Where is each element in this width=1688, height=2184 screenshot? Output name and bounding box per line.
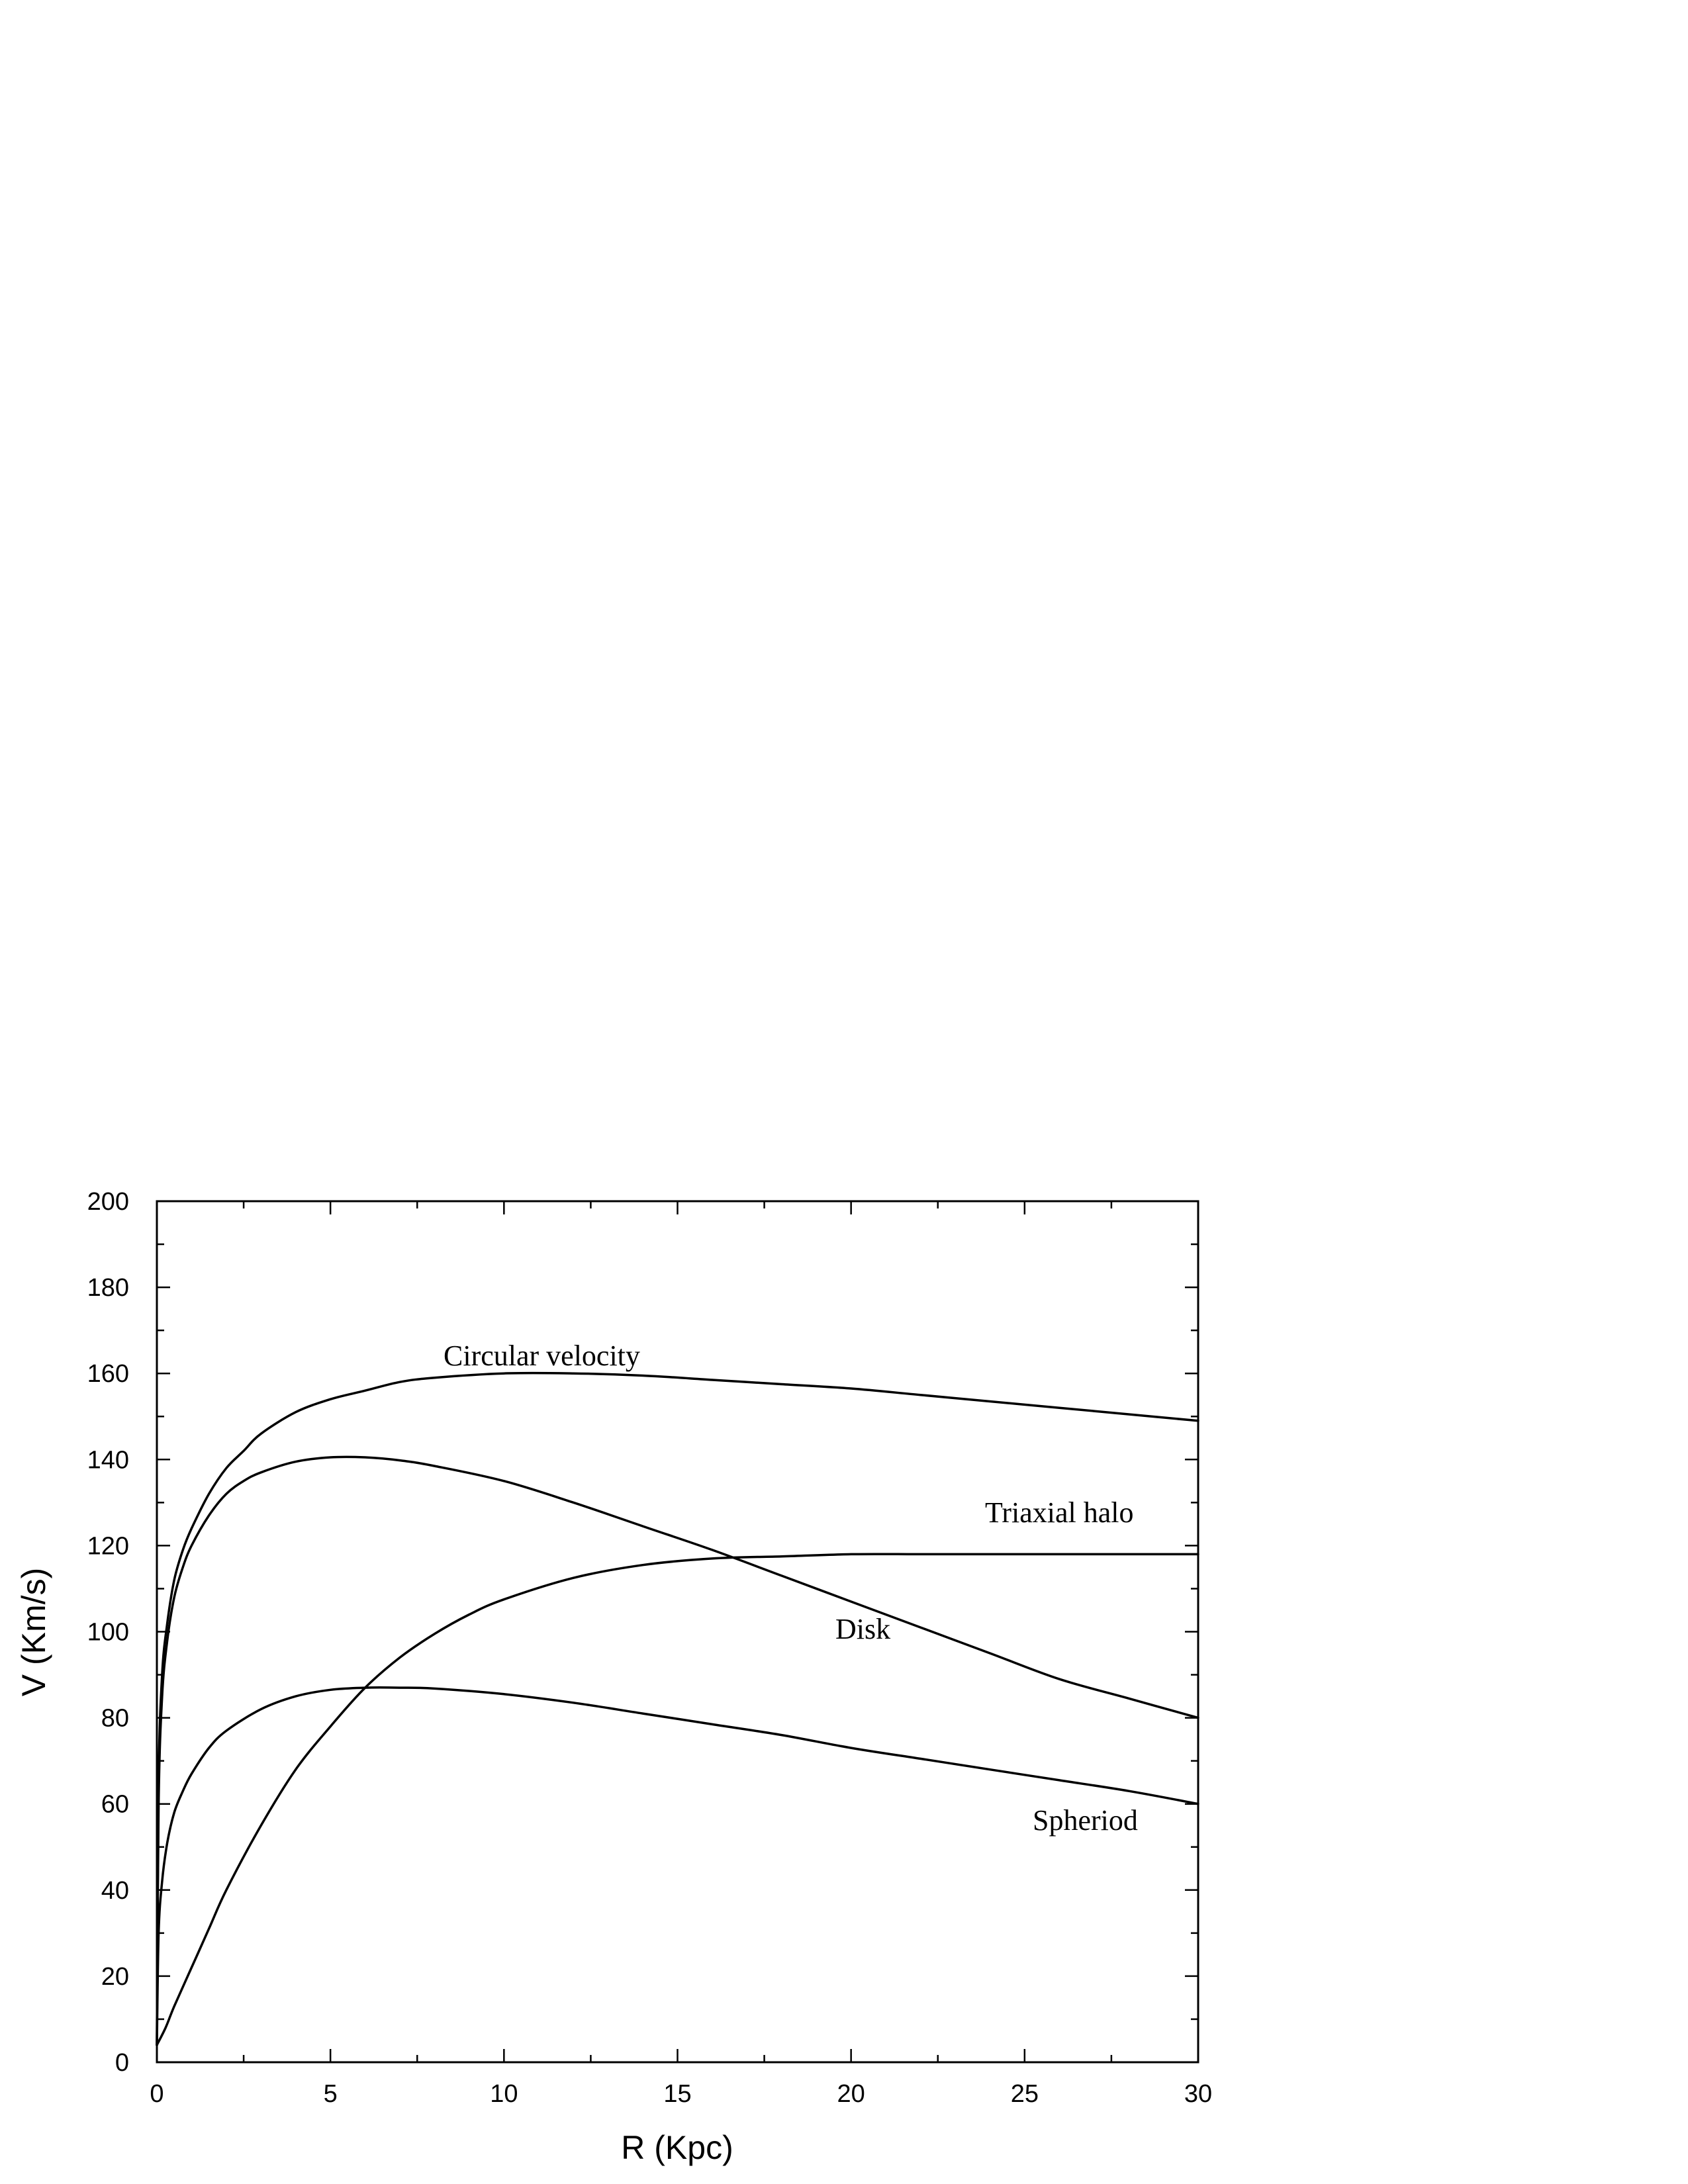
y-tick-label: 40 — [101, 1876, 129, 1905]
y-tick-label: 100 — [87, 1618, 129, 1647]
x-tick-label: 25 — [1010, 2080, 1039, 2108]
axis-ticks — [157, 1201, 1198, 2062]
y-tick-label: 60 — [101, 1790, 129, 1819]
x-tick-label: 0 — [150, 2080, 164, 2108]
x-axis-title: R (Kpc) — [621, 2129, 733, 2166]
series-line-disk — [157, 1457, 1198, 2045]
y-tick-label: 140 — [87, 1446, 129, 1475]
curve-label-spheriod: Spheriod — [1033, 1804, 1138, 1837]
x-tick-label: 20 — [837, 2080, 865, 2108]
x-tick-label: 15 — [663, 2080, 692, 2108]
y-tick-label: 160 — [87, 1360, 129, 1388]
y-tick-label: 0 — [115, 2049, 129, 2077]
series-line-triaxial-halo — [157, 1554, 1198, 2045]
series-line-spheriod — [157, 1688, 1198, 2045]
curve-label-triaxial-halo: Triaxial halo — [985, 1496, 1134, 1529]
curves — [157, 1373, 1198, 2045]
y-tick-label: 180 — [87, 1274, 129, 1302]
y-tick-label: 200 — [87, 1188, 129, 1216]
x-tick-label: 30 — [1184, 2080, 1213, 2108]
y-tick-label: 80 — [101, 1704, 129, 1733]
curve-label-disk: Disk — [835, 1613, 891, 1645]
tick-labels — [87, 1188, 1213, 2108]
series-line-circular-velocity — [157, 1373, 1198, 2045]
y-axis-title: V (Km/s) — [15, 1567, 52, 1697]
curve-label-circular-velocity: Circular velocity — [444, 1340, 640, 1372]
x-tick-label: 5 — [323, 2080, 338, 2108]
y-tick-label: 20 — [101, 1962, 129, 1991]
plot-frame — [157, 1201, 1198, 2062]
y-tick-label: 120 — [87, 1532, 129, 1561]
x-tick-label: 10 — [490, 2080, 518, 2108]
